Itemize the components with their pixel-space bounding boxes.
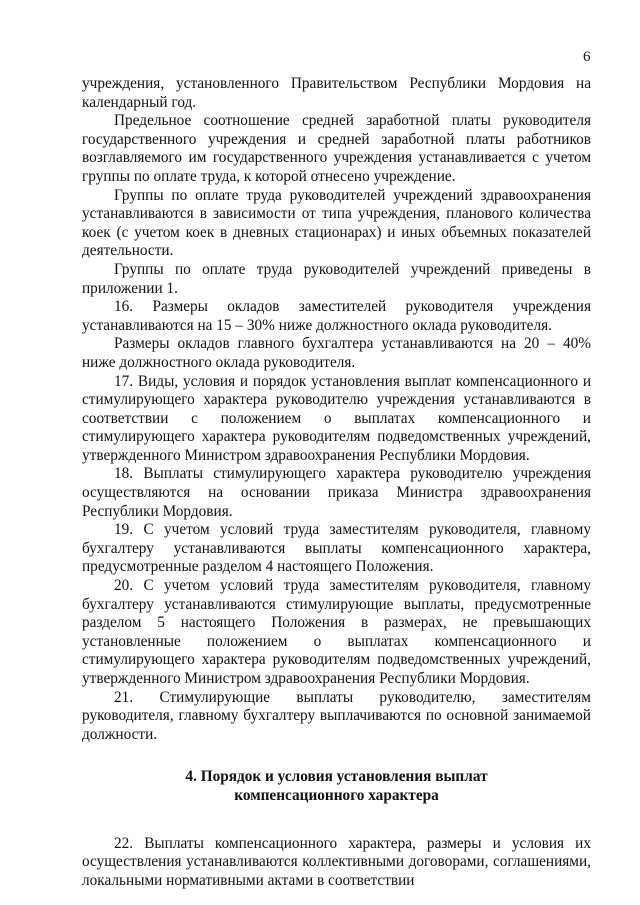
para-18: 18. Выплаты стимулирующего характера руководителю учреждения осуществляются на основании приказа Министра здравоохранения Республики Мордовия. <box>82 465 591 520</box>
para-22: 22. Выплаты компенсационного характера, размеры и условия их осуществления устанавливаются коллективными договорами, соглашениями, локальными нормативными актами в соответствии <box>82 834 591 889</box>
para-20: 20. С учетом условий труда заместителям руководителя, главному бухгалтеру устанавливаются стимулирующие выплаты, предусмотренные разделом 5 настоящего Положения в размерах, не превышающих установленные положением о выплатах компенсационного и стимулирующего характера руководителям подведомственных учреждений, утвержденного Министром здравоохранения Республики Мордовия. <box>82 577 591 687</box>
document-body <box>82 75 591 890</box>
para-21: 21. Стимулирующие выплаты руководителю, заместителям руководителя, главному бухгалтеру выплачиваются по основной занимаемой должности. <box>82 688 591 743</box>
para-continuation: учреждения, установленного Правительством Республики Мордовия на календарный год. <box>82 75 591 111</box>
para-16: 16. Размеры окладов заместителей руководителя учреждения устанавливаются на 15 – 30% ниже должностного оклада руководителя. <box>82 298 591 334</box>
section-heading-line-2: компенсационного характера <box>234 786 439 804</box>
para-19: 19. С учетом условий труда заместителям руководителя, главному бухгалтеру устанавливаются выплаты компенсационного характера, предусмотренные разделом 4 настоящего Положения. <box>82 521 591 576</box>
section-4-text <box>82 835 591 891</box>
section-3-text <box>82 75 591 744</box>
para-16-accountant: Размеры окладов главного бухгалтера устанавливаются на 20 – 40% ниже должностного оклада руководителя. <box>82 335 591 371</box>
section-heading-line-1: 4. Порядок и условия установления выплат <box>185 768 488 786</box>
para-17: 17. Виды, условия и порядок установления выплат компенсационного и стимулирующего характера руководителю учреждения устанавливаются в соответствии с положением о выплатах компенсационного и стимулирующего характера руководителям подведомственных учреждений, утвержденного Министром здравоохранения Республики Мордовия. <box>82 372 591 464</box>
section-heading <box>82 768 591 805</box>
page-number: 6 <box>583 49 591 65</box>
para-appendix-ref: Группы по оплате труда руководителей учреждений приведены в приложении 1. <box>82 260 591 297</box>
para-salary-ratio: Предельное соотношение средней заработной платы руководителя государственного учреждения и средней заработной платы работников возглавляемого им государственного учреждения устанавливается с учетом группы по оплате труда, к которой отнесено учреждение. <box>82 112 591 185</box>
para-pay-groups: Группы по оплате труда руководителей учреждений здравоохранения устанавливаются в зависимости от типа учреждения, планового количества коек (с учетом коек в дневных стационарах) и иных объемных показателей деятельности. <box>82 186 591 260</box>
